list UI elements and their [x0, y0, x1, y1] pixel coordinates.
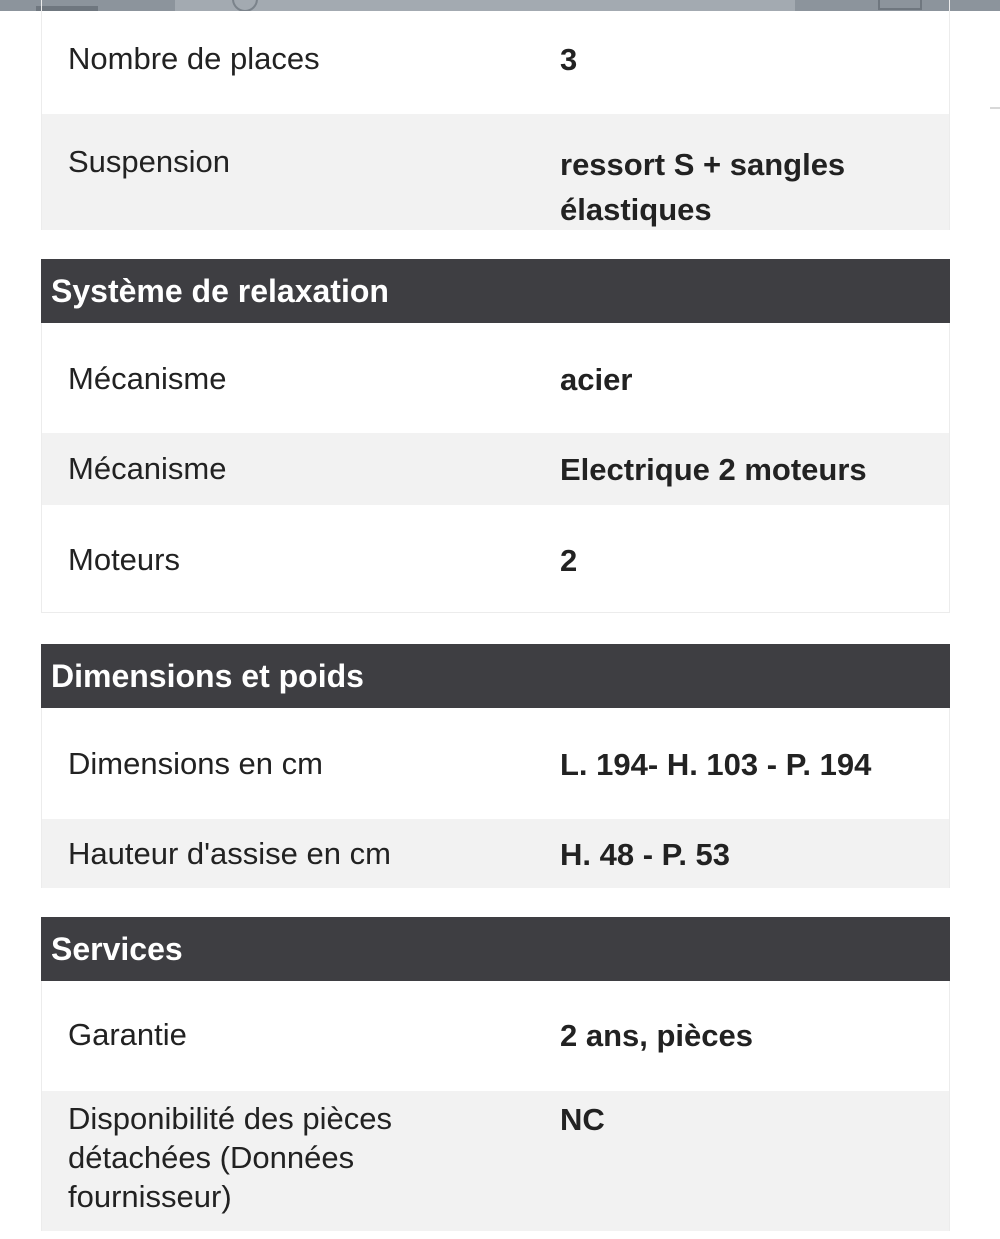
- spec-label: Mécanisme: [68, 361, 227, 396]
- spec-row: [41, 433, 950, 505]
- spec-value: 2: [560, 543, 578, 578]
- spec-row: [41, 981, 950, 1091]
- spec-value: acier: [560, 362, 633, 397]
- spec-value: L. 194- H. 103 - P. 194: [560, 747, 872, 782]
- spec-value: H. 48 - P. 53: [560, 837, 731, 872]
- spec-value: ressort S + sangles élastiques: [560, 147, 846, 227]
- spec-label: Suspension: [68, 144, 231, 179]
- spec-value: 2 ans, pièces: [560, 1018, 754, 1053]
- spec-row: [41, 819, 950, 888]
- spec-row: [41, 323, 950, 433]
- scrollbar-tick: [990, 107, 1000, 109]
- spec-row: [41, 505, 950, 613]
- spec-value: NC: [560, 1102, 605, 1137]
- spec-label: Dimensions en cm: [68, 746, 323, 781]
- spec-row: [41, 708, 950, 819]
- section-header: Système de relaxation: [41, 259, 950, 323]
- spec-label: Hauteur d'assise en cm: [68, 836, 391, 871]
- spec-label: Moteurs: [68, 542, 180, 577]
- spec-label: Nombre de places: [68, 41, 320, 76]
- spec-label: Disponibilité des pièces détachées (Données fournisseur): [68, 1101, 392, 1214]
- section-header: Dimensions et poids: [41, 644, 950, 708]
- spec-value: 3: [560, 42, 578, 77]
- spec-row: [41, 114, 950, 230]
- product-specifications: [41, 0, 950, 1231]
- spec-label: Mécanisme: [68, 451, 227, 486]
- spec-row: [41, 0, 950, 114]
- spec-row: [41, 1091, 950, 1231]
- section-header: Services: [41, 917, 950, 981]
- spec-label: Garantie: [68, 1017, 187, 1052]
- spec-value: Electrique 2 moteurs: [560, 452, 867, 487]
